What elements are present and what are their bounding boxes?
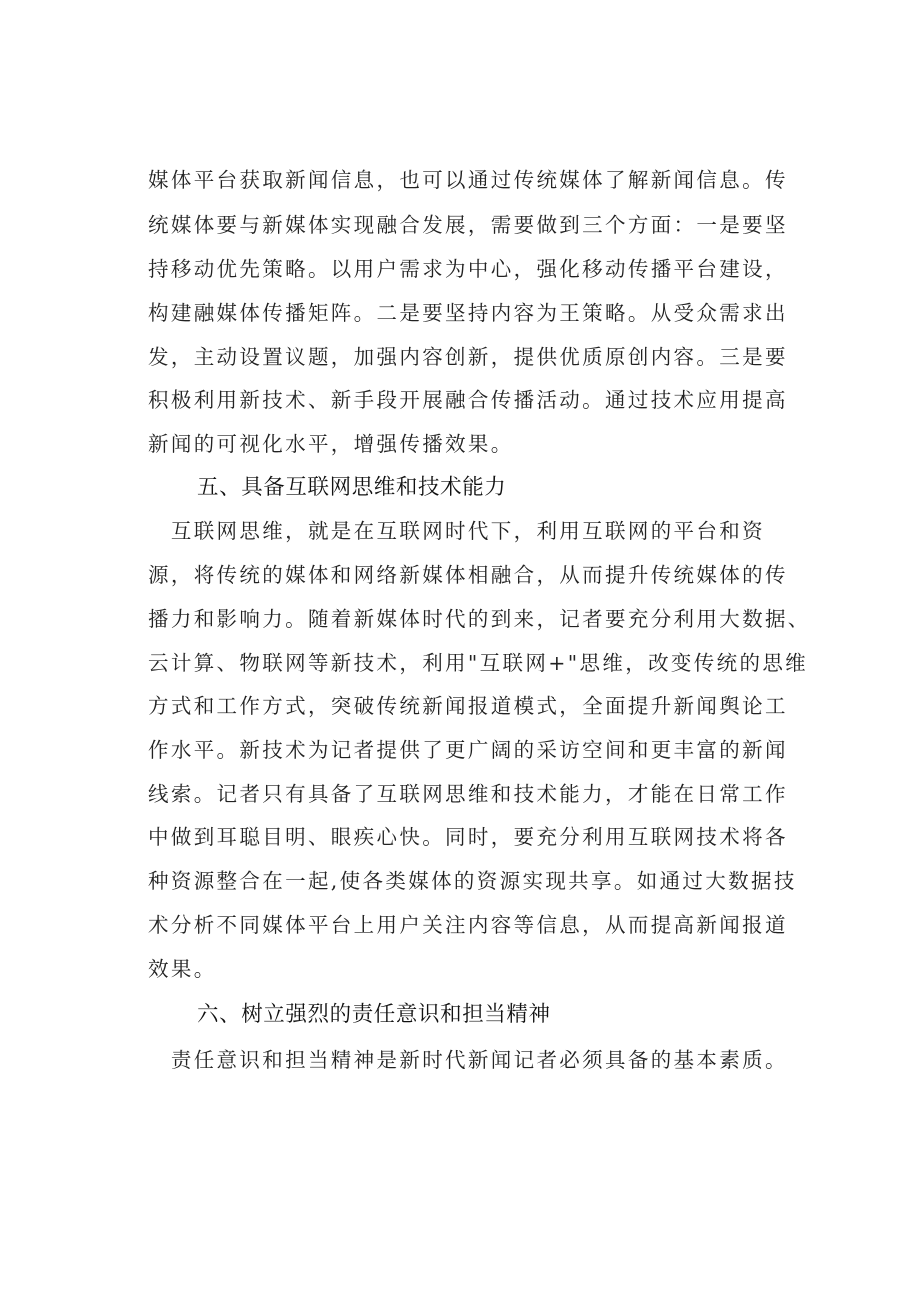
section-heading: 五、具备互联网思维和技术能力 — [197, 475, 507, 500]
paragraph-line: 线索。记者只有具备了互联网思维和技术能力，才能在日常工作 — [148, 782, 788, 806]
paragraph-line: 媒体平台获取新闻信息，也可以通过传统媒体了解新闻信息。传 — [148, 168, 788, 192]
paragraph-line: 种资源整合在一起,使各类媒体的资源实现共享。如通过大数据技 — [148, 869, 797, 893]
paragraph-line: 持移动优先策略。以用户需求为中心，强化移动传播平台建设， — [148, 257, 788, 281]
paragraph-line: 互联网思维，就是在互联网时代下，利用互联网的平台和资 — [148, 519, 765, 543]
paragraph-line: 源，将传统的媒体和网络新媒体相融合，从而提升传统媒体的传 — [148, 563, 788, 587]
paragraph-line: 统媒体要与新媒体实现融合发展，需要做到三个方面：一是要坚 — [148, 213, 788, 237]
paragraph-line: 术分析不同媒体平台上用户关注内容等信息，从而提高新闻报道 — [148, 913, 788, 937]
paragraph-line: 作水平。新技术为记者提供了更广阔的采访空间和更丰富的新闻 — [148, 738, 788, 762]
section-heading: 六、树立强烈的责任意识和担当精神 — [197, 1002, 551, 1027]
paragraph-line: 新闻的可视化水平，增强传播效果。 — [148, 432, 514, 456]
paragraph-line: 中做到耳聪目明、眼疾心快。同时，要充分利用互联网技术将各 — [148, 825, 788, 849]
paragraph-line: 责任意识和担当精神是新时代新闻记者必须具备的基本素质。 — [148, 1048, 788, 1072]
paragraph-line: 播力和影响力。随着新媒体时代的到来，记者要充分利用大数据、 — [148, 607, 811, 631]
paragraph-line: 发，主动设置议题，加强内容创新，提供优质原创内容。三是要 — [148, 345, 788, 369]
paragraph-line: 云计算、物联网等新技术，利用"互联网+"思维，改变传统的思维 — [148, 651, 809, 675]
paragraph-line: 效果。 — [148, 957, 217, 981]
paragraph-line: 积极利用新技术、新手段开展融合传播活动。通过技术应用提高 — [148, 388, 788, 412]
paragraph-line: 构建融媒体传播矩阵。二是要坚持内容为王策略。从受众需求出 — [148, 301, 788, 325]
paragraph-line: 方式和工作方式，突破传统新闻报道模式，全面提升新闻舆论工 — [148, 694, 788, 718]
